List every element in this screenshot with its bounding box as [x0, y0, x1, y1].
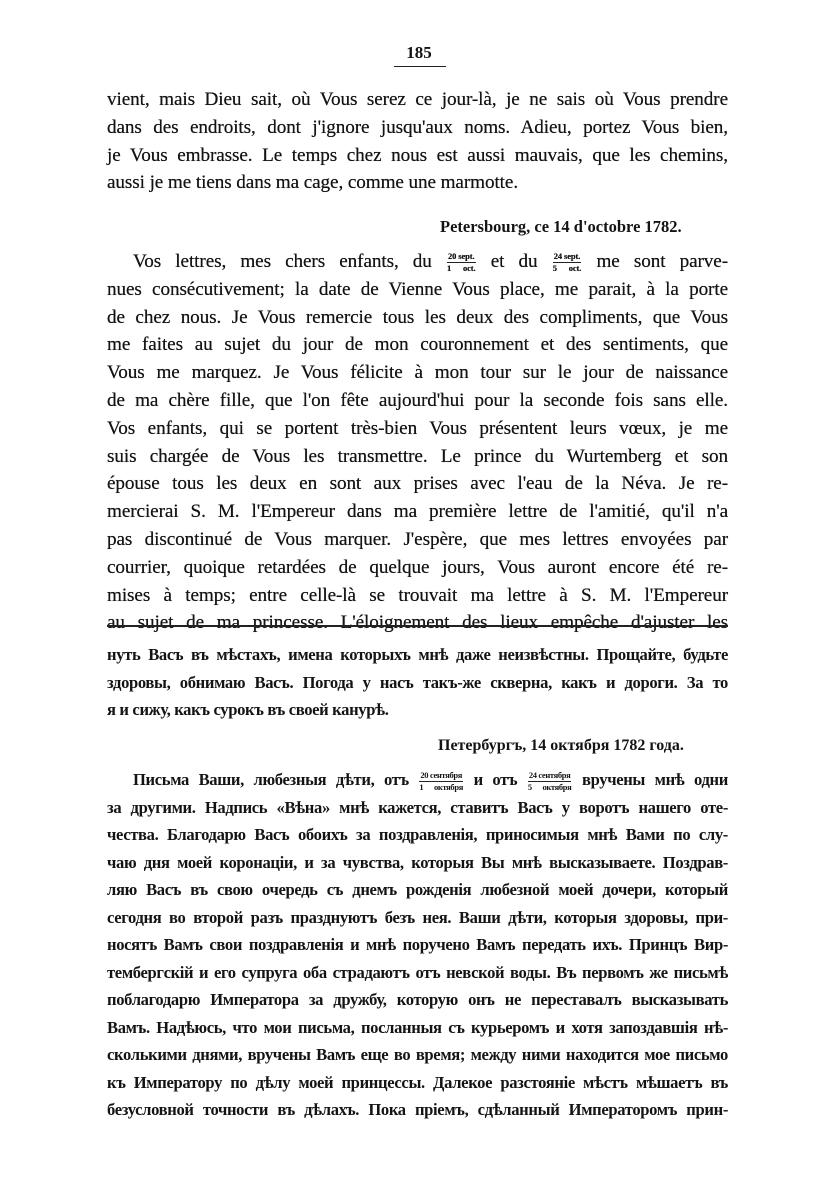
fraction-denominator: 5 oct.: [552, 263, 582, 274]
text-line: [107, 934, 728, 956]
french-date-line: Petersbourg, ce 14 d'octobre 1782.: [440, 217, 682, 236]
text-segment: и отъ: [473, 770, 518, 789]
date-fraction: [419, 771, 463, 792]
text-segment: чества. Благодарю Васъ обоихъ за поздравленія, приносимыя мнѣ Вами по слу-: [107, 825, 728, 844]
text-line: [107, 584, 728, 608]
text-segment: courrier, quoique retardées de quelque jours, Vous auront encore été re-: [107, 556, 728, 578]
text-line: [107, 417, 728, 441]
text-line: je Vous embrasse. Le temps chez nous est aussi mauvais, que les chemins,: [107, 144, 728, 166]
text-segment: de ma chère fille, que l'on fête aujourd'hui pour la seconde fois sans elle.: [107, 390, 728, 411]
text-line: [107, 852, 728, 874]
text-line: [107, 824, 728, 846]
text-line: [107, 1072, 728, 1094]
fraction-denominator: 1 октября: [419, 781, 463, 792]
text-segment: тембергскій и его супруга оба страдаютъ отъ невской воды. Въ первомъ же письмѣ: [107, 962, 728, 982]
text-line: я и сижу, какъ сурокъ въ своей канурѣ.: [107, 700, 389, 720]
text-line: [107, 278, 728, 302]
text-segment: nues consécutivement; la date de Vienne Vous place, me parait, à la porte: [107, 278, 728, 300]
text-segment: et du: [490, 251, 538, 272]
text-segment: ляю Васъ въ свою очередь съ днемъ рожденія любезной моей дочери, который: [107, 880, 728, 899]
text-segment: me sont parve-: [596, 251, 729, 272]
text-line: [107, 556, 728, 580]
text-segment: Vous me marquez. Je Vous félicite à mon tour sur le jour de naissance: [107, 362, 728, 384]
text-line: [107, 528, 728, 552]
text-line: [107, 472, 728, 496]
text-line: [107, 333, 728, 357]
text-line: [107, 389, 728, 413]
page-number-rule: [394, 66, 446, 67]
text-segment: me faites au sujet du jour de mon couronnement et des sentiments, que: [107, 334, 728, 356]
text-segment: Vos enfants, qui se portent très-bien Vous présentent leurs vœux, je me: [107, 417, 728, 439]
text-line: aussi je me tiens dans ma cage, comme une marmotte.: [107, 172, 519, 194]
text-segment: къ Императору по дѣлу моей принцессы. Далекое разстояніе мѣстъ мѣшаетъ въ: [107, 1072, 728, 1092]
russian-date-line: Петербургъ, 14 октября 1782 года.: [438, 737, 684, 754]
text-line: [107, 306, 728, 330]
text-line: dans des endroits, dont j'ignore jusqu'aux noms. Adieu, portez Vous bien,: [107, 116, 728, 138]
fraction-denominator: 5 октября: [527, 781, 572, 792]
text-line: [107, 989, 728, 1011]
text-line: нуть Васъ въ мѣстахъ, имена которыхъ мнѣ даже неизвѣстны. Прощайте, будьте: [107, 645, 728, 664]
text-segment: au sujet de ma princesse. L'éloignement des lieux empêche d'ajuster les: [107, 612, 728, 634]
text-segment: Письма Ваши, любезныя дѣти, отъ: [133, 770, 409, 789]
text-segment: pas discontinué de Vous marquer. J'espère, que mes lettres envoyées par: [107, 529, 728, 550]
text-segment: за другими. Надпись «Вѣна» мнѣ кажется, ставитъ Васъ у воротъ нашего оте-: [107, 797, 728, 817]
text-segment: Вамъ. Надѣюсь, что мои письма, посланныя съ курьеромъ и хотя запоздавшія нѣ-: [107, 1017, 728, 1037]
text-segment: mises à temps; entre celle-là se trouvait ma lettre à S. M. l'Empereur: [107, 584, 728, 606]
text-line: [107, 907, 728, 929]
text-segment: чаю дня моей коронаціи, и за чувства, которыя Вы мнѣ высказываете. Поздрав-: [107, 852, 728, 872]
text-segment: носятъ Вамъ свои поздравленія и мнѣ поручено Вамъ передать ихъ. Принцъ Вир-: [107, 935, 728, 954]
text-line: [107, 1044, 728, 1066]
text-line: [107, 1099, 728, 1121]
text-line: [107, 361, 728, 385]
text-line: [107, 1017, 728, 1039]
text-segment: безусловной точности въ дѣлахъ. Пока пріемъ, сдѣланный Императоромъ прин-: [107, 1100, 728, 1119]
text-line: [107, 611, 728, 635]
fraction-numerator: 24 sept.: [553, 251, 581, 262]
text-segment: Vos lettres, mes chers enfants, du: [133, 251, 432, 272]
text-line: здоровы, обнимаю Васъ. Погода у насъ такъ-же скверна, какъ и дороги. За то: [107, 672, 728, 692]
text-segment: сколькими днями, вручены Вамъ еще во время; между ними находится мое письмо: [107, 1045, 728, 1064]
text-line: [107, 797, 728, 819]
date-fraction: [528, 771, 572, 792]
text-segment: поблагодарю Императора за дружбу, которую онъ не переставалъ высказывать: [107, 990, 728, 1009]
fraction-numerator: 20 sept.: [447, 251, 475, 262]
fraction-numerator: 24 сентября: [528, 769, 571, 780]
text-line: vient, mais Dieu sait, où Vous serez ce jour-là, je ne sais où Vous prendre: [107, 89, 728, 110]
text-line: [133, 250, 728, 274]
date-fraction: [553, 252, 582, 273]
text-segment: сегодня во второй разъ празднуютъ безъ нея. Ваши дѣти, которыя здоровы, при-: [107, 907, 728, 927]
text-line: [107, 879, 728, 901]
fraction-numerator: 20 сентября: [420, 769, 462, 780]
text-line: [107, 445, 728, 469]
date-fraction: [447, 252, 476, 273]
text-segment: de chez nous. Je Vous remercie tous les deux des compliments, que Vous: [107, 306, 728, 328]
footnote-divider: [107, 625, 728, 627]
page-number: 185: [406, 43, 432, 62]
text-line: [107, 500, 728, 524]
text-segment: suis chargée de Vous les transmettre. Le prince du Wurtemberg et son: [107, 445, 728, 467]
text-line: [133, 769, 728, 792]
text-line: [107, 962, 728, 984]
fraction-denominator: 1 oct.: [446, 263, 476, 274]
text-segment: вручены мнѣ одни: [581, 770, 728, 789]
text-segment: épouse tous les deux en sont aux prises avec l'eau de la Néva. Je re-: [107, 473, 728, 495]
text-segment: mercierai S. M. l'Empereur dans ma première lettre de l'amitié, qu'il n'a: [107, 501, 728, 523]
